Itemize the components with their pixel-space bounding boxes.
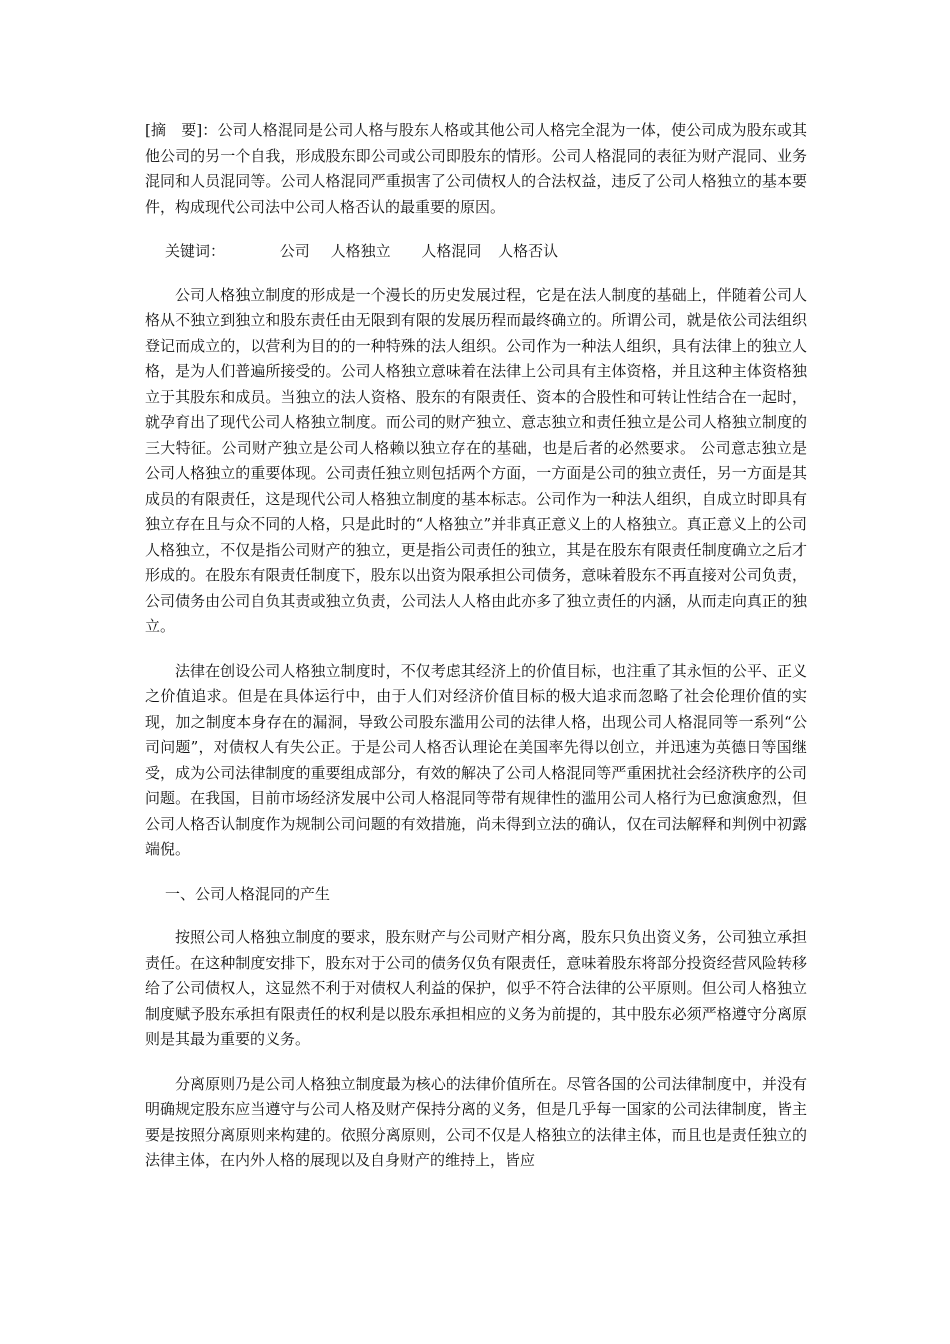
keyword-item: 人格否认 [498, 242, 559, 260]
keyword-item: 人格混同 [421, 242, 482, 260]
body-paragraph: 公司人格独立制度的形成是一个漫长的历史发展过程，它是在法人制度的基础上，伴随着公司人格从不独立到独立和股东责任由无限到有限的发展历程而最终确立的。所谓公司，就是依公司法组织登记而成立的，以营利为目的的一种特殊的法人组织。公司作为一种法人组织，具有法律上的独立人格，是为人们普遍所接受的。公司人格独立意味着在法律上公司具有主体资格，并且这种主体资格独立于其股东和成员。当独立的法人资格、股东的有限责任、资本的合股性和可转让性结合在一起时，就孕育出了现代公司人格独立制度。而公司的财产独立、意志独立和责任独立是公司人格独立制度的三大特征。公司财产独立是公司人格赖以独立存在的基础，也是后者的必然要求。 公司意志独立是公司人格独立的重要体现。公司责任独立则包括两个方面，一方面是公司的独立责任，另一方面是其成员的有限责任，这是现代公司人格独立制度的基本标志。公司作为一种法人组织，自成立时即具有独立存在且与众不同的人格，只是此时的“人格独立”并非真正意义上的人格独立。真正意义上的公司人格独立，不仅是指公司财产的独立，更是指公司责任的独立，其是在股东有限责任制度确立之后才形成的。在股东有限责任制度下，股东以出资为限承担公司债务，意味着股东不再直接对公司负责，公司债务由公司自负其责或独立负责，公司法人人格由此亦多了独立责任的内涵，从而走向真正的独立。 [145, 285, 807, 635]
abstract-label: [摘 要]： [145, 121, 218, 139]
keywords-label: 关键词： [165, 242, 226, 260]
keyword-item: 人格独立 [330, 242, 391, 260]
abstract-text: 公司人格混同是公司人格与股东人格或其他公司人格完全混为一体，使公司成为股东或其他公司的另一个自我，形成股东即公司或公司即股东的情形。公司人格混同的表征为财产混同、业务混同和人员混同等。公司人格混同严重损害了公司债权人的合法权益，违反了公司人格独立的基本要件，构成现代公司法中公司人格否认的最重要的原因。 [145, 121, 807, 216]
body-paragraph: 分离原则乃是公司人格独立制度最为核心的法律价值所在。尽管各国的公司法律制度中，并没有明确规定股东应当遵守与公司人格及财产保持分离的义务，但是几乎每一国家的公司法律制度，皆主要是按照分离原则来构建的。依照分离原则，公司不仅是人格独立的法律主体，而且也是责任独立的法律主体，在内外人格的展现以及自身财产的维持上，皆应 [145, 1074, 807, 1169]
body-paragraph: 法律在创设公司人格独立制度时，不仅考虑其经济上的价值目标，也注重了其永恒的公平、正义之价值追求。但是在具体运行中，由于人们对经济价值目标的极大追求而忽略了社会伦理价值的实现，加之制度本身存在的漏洞，导致公司股东滥用公司的法律人格，出现公司人格混同等一系列“公司问题”，对债权人有失公正。于是公司人格否认理论在美国率先得以创立，并迅速为英德日等国继受，成为公司法律制度的重要组成部分，有效的解决了公司人格混同等严重困扰社会经济秩序的公司问题。在我国，目前市场经济发展中公司人格混同等带有规律性的滥用公司人格行为已愈演愈烈，但公司人格否认制度作为规制公司问题的有效措施，尚未得到立法的确认，仅在司法解释和判例中初露端倪。 [145, 661, 807, 858]
document-page [145, 118, 807, 1193]
keywords-line [145, 239, 807, 265]
keyword-item: 公司 [279, 242, 310, 260]
body-paragraph: 按照公司人格独立制度的要求，股东财产与公司财产相分离，股东只负出资义务，公司独立承担责任。在这种制度安排下，股东对于公司的债务仅负有限责任，意味着股东将部分投资经营风险转移给了公司债权人，这显然不利于对债权人利益的保护，似乎不符合法律的公平原则。但公司人格独立制度赋予股东承担有限责任的权利是以股东承担相应的义务为前提的，其中股东必须严格遵守分离原则是其最为重要的义务。 [145, 928, 807, 1048]
section-heading: 一、公司人格混同的产生 [165, 884, 331, 903]
abstract-paragraph [145, 118, 807, 220]
